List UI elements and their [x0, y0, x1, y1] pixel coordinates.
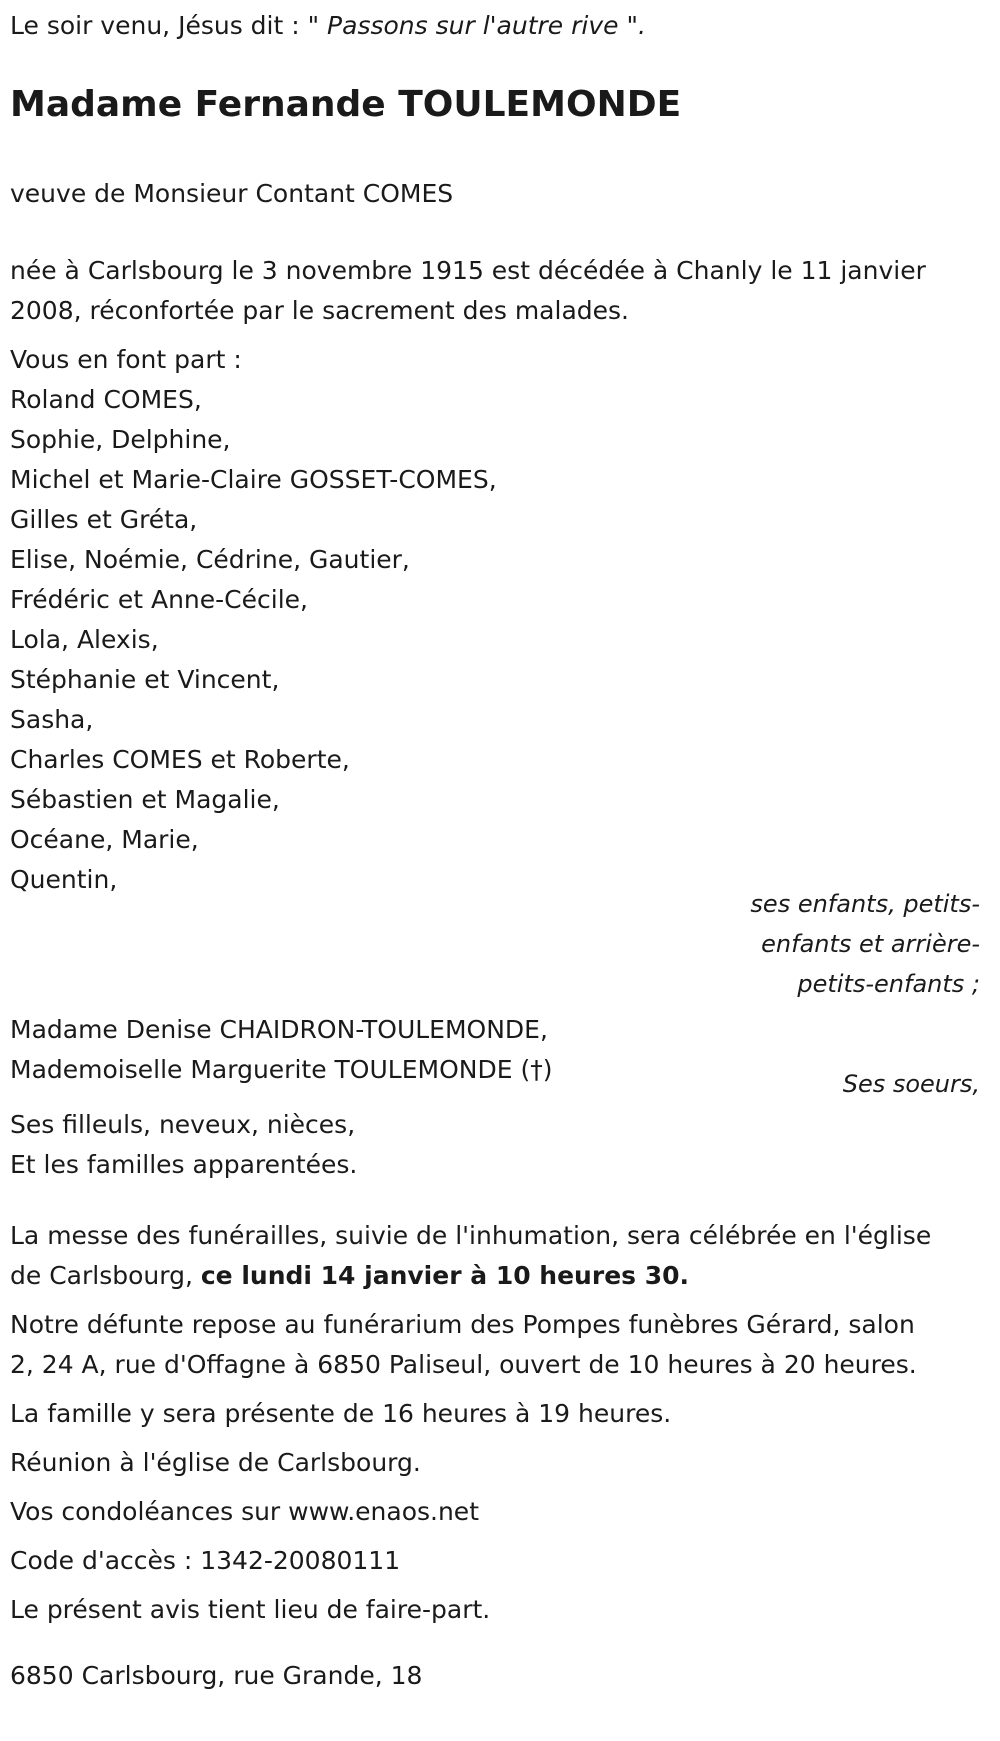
other-relatives-line: Ses filleuls, neveux, nièces, [10, 1110, 356, 1139]
birth-line-2: 2008, réconfortée par le sacrement des malades. [10, 296, 629, 325]
family-member: Sasha, [10, 705, 94, 734]
intro-prefix: Le soir venu, Jésus dit : " [10, 11, 320, 40]
family-member: Océane, Marie, [10, 825, 199, 854]
family-presence: La famille y sera présente de 16 heures à 19 heures. [10, 1399, 672, 1428]
other-relatives-line: Et les familles apparentées. [10, 1150, 358, 1179]
sisters-list [10, 1010, 552, 1090]
family-member: Frédéric et Anne-Cécile, [10, 585, 308, 614]
mass-line-2 [10, 1256, 931, 1296]
deceased-name: Madame Fernande TOULEMONDE [10, 84, 682, 125]
family-member: Charles COMES et Roberte, [10, 745, 350, 774]
mass-line-1: La messe des funérailles, suivie de l'inhumation, sera célébrée en l'église [10, 1221, 932, 1250]
widow-of-line: veuve de Monsieur Contant COMES [10, 179, 454, 208]
meeting-info: Réunion à l'église de Carlsbourg. [10, 1448, 421, 1477]
family-member: Stéphanie et Vincent, [10, 665, 280, 694]
funeral-details [10, 1216, 931, 1630]
descendants-note-line: enfants et arrière- [761, 930, 980, 958]
descendants-note-line: ses enfants, petits- [750, 890, 980, 918]
rest-line-2: 2, 24 A, rue d'Offagne à 6850 Paliseul, ouvert de 10 heures à 20 heures. [10, 1350, 917, 1379]
descendants-note-line: petits-enfants ; [797, 970, 980, 998]
sisters-note: Ses soeurs, [842, 1070, 980, 1098]
birth-death-info [10, 251, 926, 331]
sister-name: Mademoiselle Marguerite TOULEMONDE (†) [10, 1055, 553, 1084]
mass-location: de Carlsbourg, [10, 1261, 193, 1290]
intro-quote [10, 8, 646, 44]
descendants-note [720, 884, 980, 1004]
family-member: Roland COMES, [10, 385, 202, 414]
family-member: Elise, Noémie, Cédrine, Gautier, [10, 545, 410, 574]
rest-line-1: Notre défunte repose au funérarium des Pompes funèbres Gérard, salon [10, 1310, 915, 1339]
sister-name: Madame Denise CHAIDRON-TOULEMONDE, [10, 1015, 548, 1044]
other-relatives [10, 1105, 357, 1185]
intro-quote-text: Passons sur l'autre rive ". [319, 11, 646, 40]
family-member: Lola, Alexis, [10, 625, 159, 654]
condolences-info: Vos condoléances sur www.enaos.net [10, 1497, 479, 1526]
family-member: Quentin, [10, 865, 118, 894]
family-heading: Vous en font part : [10, 345, 242, 374]
birth-line-1: née à Carlsbourg le 3 novembre 1915 est décédée à Chanly le 11 janvier [10, 256, 926, 285]
family-member: Michel et Marie-Claire GOSSET-COMES, [10, 465, 497, 494]
family-member: Sébastien et Magalie, [10, 785, 280, 814]
access-code: Code d'accès : 1342-20080111 [10, 1546, 401, 1575]
family-member: Sophie, Delphine, [10, 425, 231, 454]
family-address: 6850 Carlsbourg, rue Grande, 18 [10, 1661, 423, 1690]
notice-line: Le présent avis tient lieu de faire-part. [10, 1595, 491, 1624]
mass-datetime: ce lundi 14 janvier à 10 heures 30. [200, 1261, 690, 1290]
family-list [10, 340, 497, 900]
family-member: Gilles et Gréta, [10, 505, 198, 534]
